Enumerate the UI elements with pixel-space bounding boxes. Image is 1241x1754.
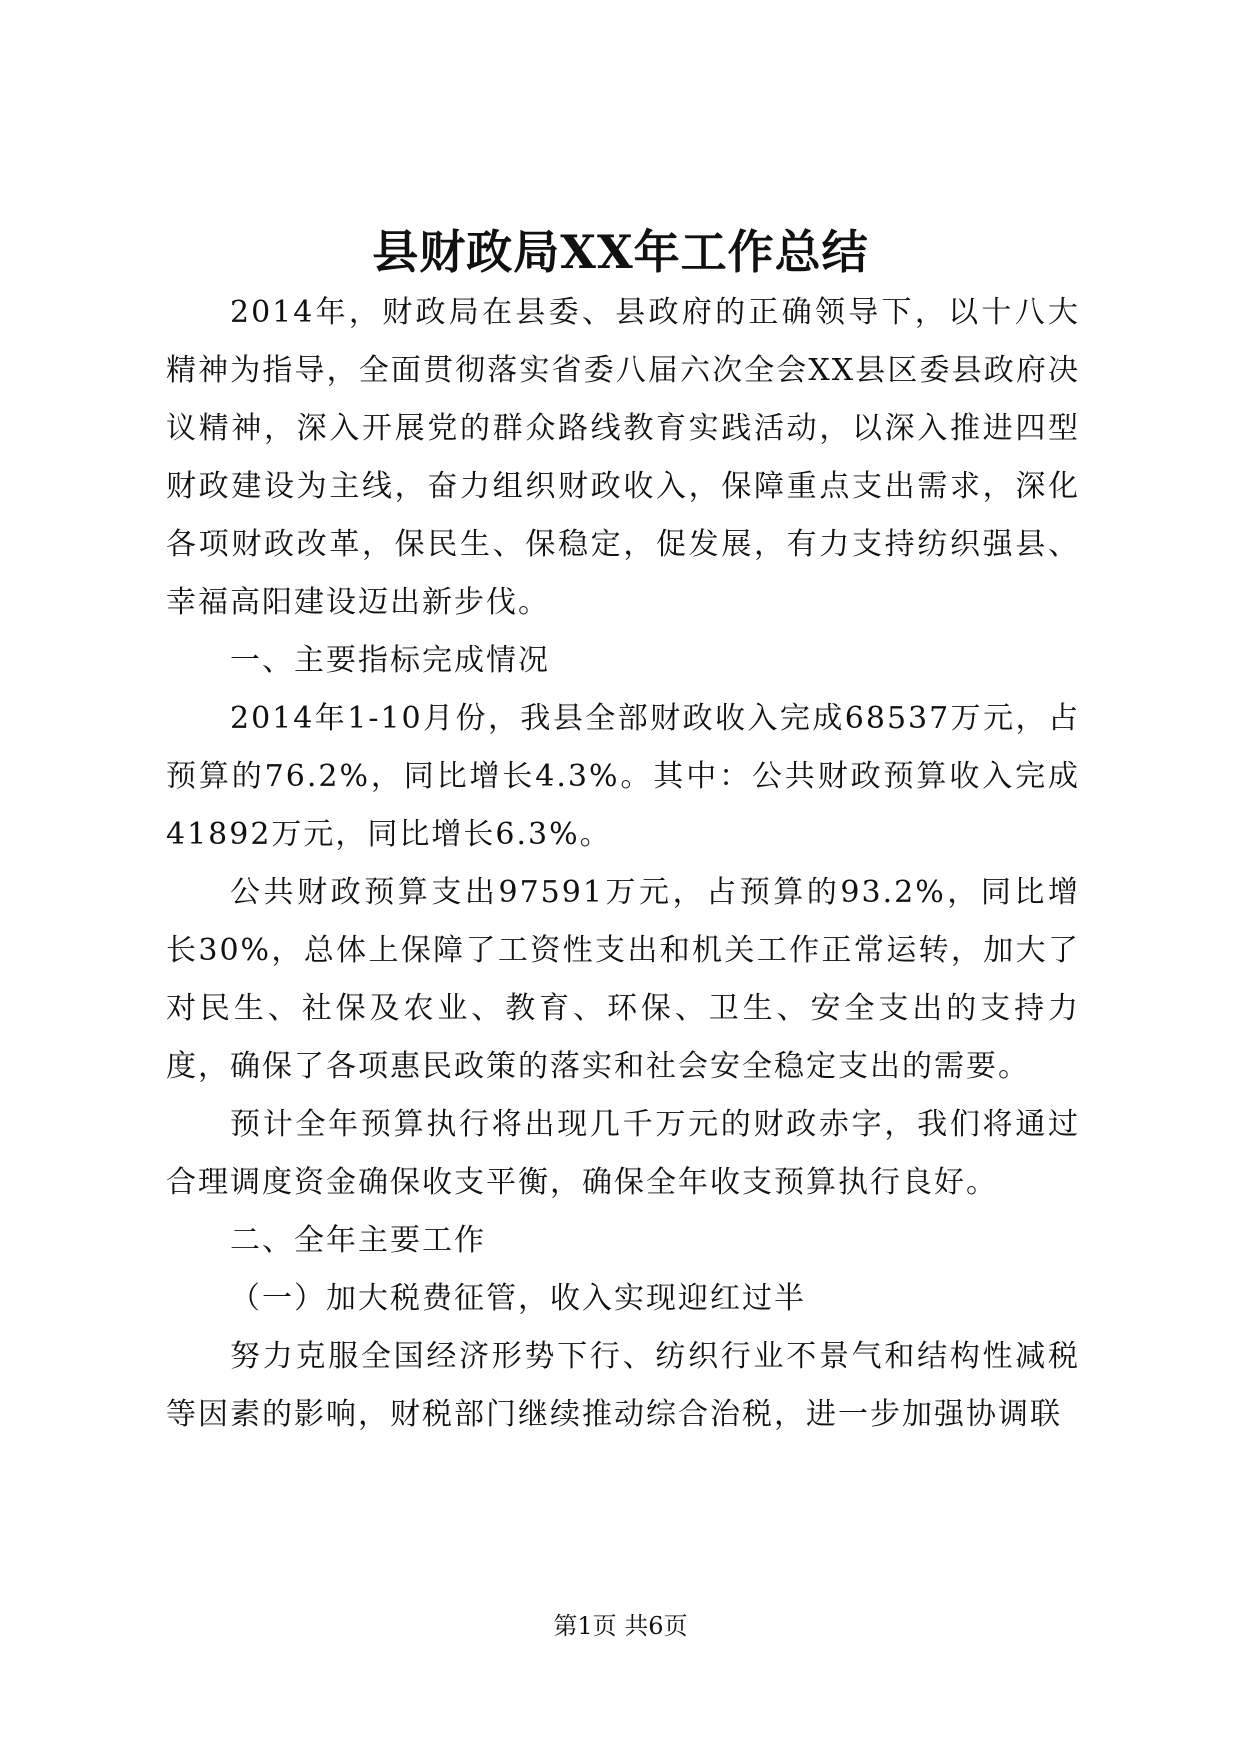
document-title: 县财政局XX年工作总结 [372, 225, 869, 279]
forecast-paragraph: 预计全年预算执行将出现几千万元的财政赤字，我们将通过合理调度资金确保收支平衡，确保全年收支预算执行良好。 [166, 1107, 1080, 1200]
subsection-heading-1: （一）加大税费征管，收入实现迎红过半 [230, 1281, 806, 1316]
section-heading-2: 二、全年主要工作 [230, 1223, 486, 1258]
section-heading-1: 一、主要指标完成情况 [230, 643, 550, 678]
document-body [166, 284, 1080, 1444]
intro-paragraph: 2014年，财政局在县委、县政府的正确领导下，以十八大精神为指导，全面贯彻落实省委八届六次全会XX县区委县政府决议精神，深入开展党的群众路线教育实践活动，以深入推进四型财政建设为主线，奋力组织财政收入，保障重点支出需求，深化各项财政改革，保民生、保稳定，促发展，有力支持纺织强县、幸福高阳建设迈出新步伐。 [166, 295, 1080, 620]
page-number-footer: 第1页 共6页 [553, 1612, 688, 1640]
revenue-paragraph: 2014年1-10月份，我县全部财政收入完成68537万元，占预算的76.2%，同比增长4.3%。其中：公共财政预算收入完成41892万元，同比增长6.3%。 [166, 701, 1080, 852]
expenditure-paragraph: 公共财政预算支出97591万元，占预算的93.2%，同比增长30%，总体上保障了工资性支出和机关工作正常运转，加大了对民生、社保及农业、教育、环保、卫生、安全支出的支持力度，确保了各项惠民政策的落实和社会安全稳定支出的需要。 [166, 875, 1080, 1084]
tax-collection-paragraph: 努力克服全国经济形势下行、纺织行业不景气和结构性减税等因素的影响，财税部门继续推动综合治税，进一步加强协调联 [166, 1339, 1080, 1432]
